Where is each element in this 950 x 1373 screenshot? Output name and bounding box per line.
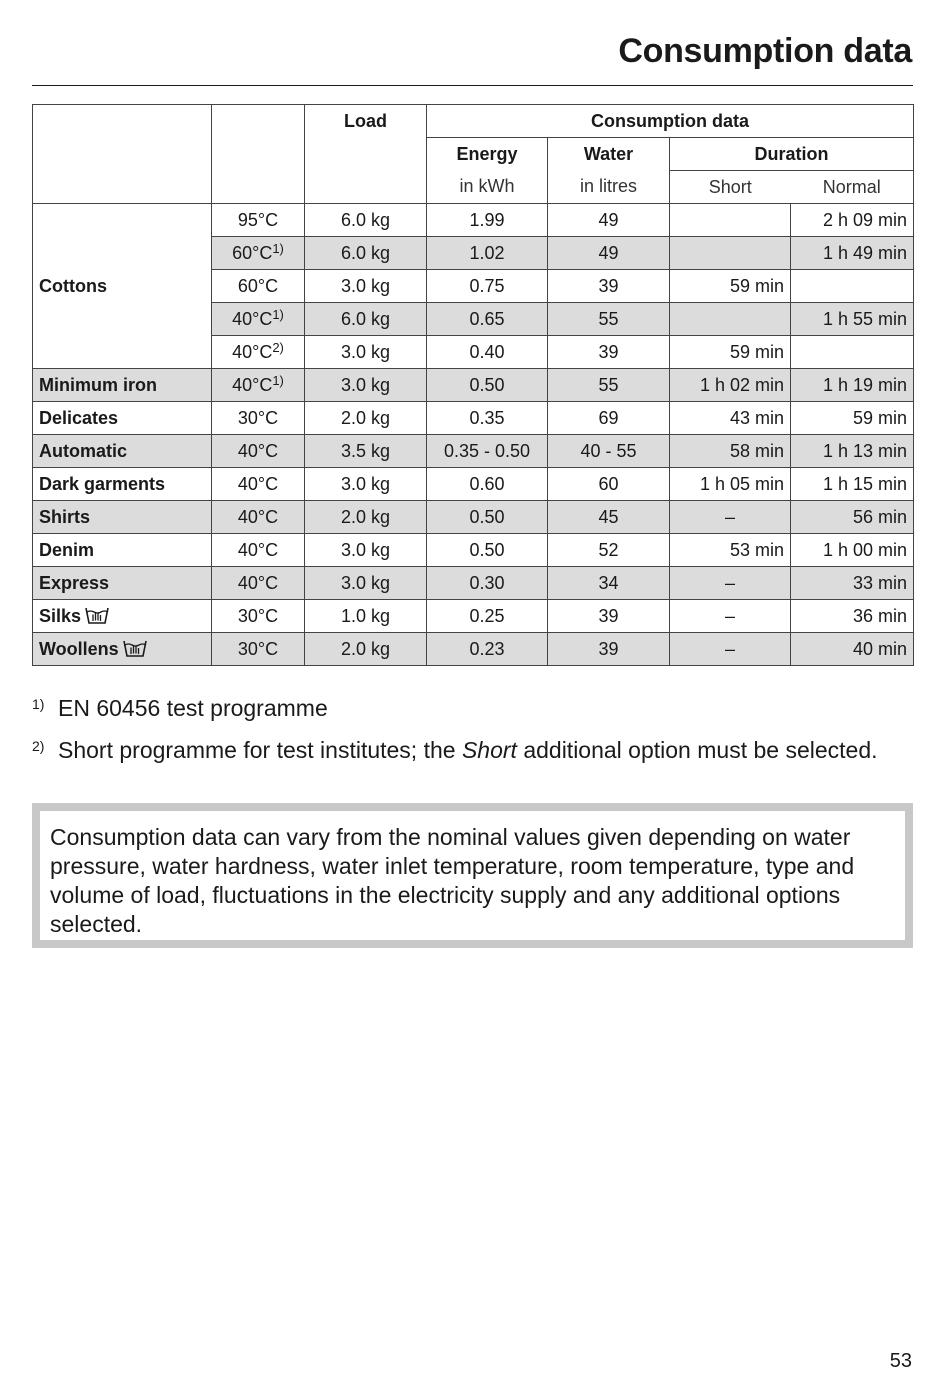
normal-duration-cell: 1 h 00 min — [791, 534, 914, 567]
page-title: Consumption data — [618, 32, 912, 70]
normal-duration-cell: 36 min — [791, 600, 914, 633]
water-cell: 40 - 55 — [548, 435, 670, 468]
program-name — [33, 468, 212, 501]
load-cell: 3.0 kg — [305, 468, 427, 501]
program-name — [33, 402, 212, 435]
temperature-cell — [212, 402, 305, 435]
header-duration: Duration — [670, 138, 914, 171]
short-duration-cell — [670, 303, 791, 336]
energy-cell: 0.65 — [427, 303, 548, 336]
footnote-mark: 1) — [32, 696, 45, 712]
table-row — [33, 369, 914, 402]
program-label: Woollens — [39, 639, 119, 659]
energy-cell: 0.25 — [427, 600, 548, 633]
energy-cell: 0.60 — [427, 468, 548, 501]
program-name — [33, 567, 212, 600]
footnotes — [32, 694, 892, 778]
short-duration-cell — [670, 204, 791, 237]
temperature-cell — [212, 270, 305, 303]
normal-duration-cell: 2 h 09 min — [791, 204, 914, 237]
temperature-cell — [212, 567, 305, 600]
temperature-cell — [212, 501, 305, 534]
table-row — [33, 402, 914, 435]
program-name — [33, 204, 212, 369]
short-duration-cell: 59 min — [670, 270, 791, 303]
normal-duration-cell: 1 h 55 min — [791, 303, 914, 336]
normal-duration-cell — [791, 270, 914, 303]
program-label: Silks — [39, 606, 82, 626]
consumption-table — [32, 104, 914, 666]
program-name — [33, 435, 212, 468]
short-duration-cell: 59 min — [670, 336, 791, 369]
water-cell: 55 — [548, 303, 670, 336]
temperature-value: 40°C — [237, 572, 279, 593]
energy-cell: 0.50 — [427, 534, 548, 567]
temperature-value: 95°C — [237, 209, 279, 230]
load-cell: 3.0 kg — [305, 270, 427, 303]
load-cell: 1.0 kg — [305, 600, 427, 633]
header-normal: Normal — [791, 171, 914, 204]
normal-duration-cell — [791, 336, 914, 369]
short-duration-cell — [670, 237, 791, 270]
short-duration-cell: 1 h 05 min — [670, 468, 791, 501]
energy-cell: 0.50 — [427, 369, 548, 402]
program-name — [33, 633, 212, 666]
temperature-cell — [212, 468, 305, 501]
load-cell: 2.0 kg — [305, 633, 427, 666]
normal-duration-cell: 1 h 19 min — [791, 369, 914, 402]
header-energy: Energy — [427, 138, 548, 171]
water-cell: 49 — [548, 204, 670, 237]
footnote-ref: 1) — [272, 372, 284, 388]
header-empty-temperature — [212, 105, 305, 204]
temperature-cell — [212, 336, 305, 369]
program-label: Dark garments — [39, 473, 166, 494]
program-label: Denim — [39, 539, 95, 560]
temperature-cell — [212, 534, 305, 567]
normal-duration-cell: 1 h 15 min — [791, 468, 914, 501]
temperature-value: 30°C — [237, 638, 279, 659]
program-label: Express — [39, 572, 110, 593]
footnote-ref: 1) — [272, 240, 284, 256]
footnote-emphasis: Short — [461, 737, 517, 763]
temperature-value: 60°C — [237, 275, 279, 296]
temperature-value: 40°C — [232, 374, 273, 395]
water-cell: 49 — [548, 237, 670, 270]
footnote — [32, 694, 892, 723]
energy-cell: 1.99 — [427, 204, 548, 237]
header-short: Short — [670, 171, 791, 204]
short-duration-cell: – — [670, 501, 791, 534]
normal-duration-cell: 33 min — [791, 567, 914, 600]
header-water-unit: in litres — [548, 171, 670, 204]
footnote — [32, 736, 892, 765]
header-water: Water — [548, 138, 670, 171]
water-cell: 39 — [548, 633, 670, 666]
temperature-cell — [212, 435, 305, 468]
page-number: 53 — [889, 1350, 912, 1372]
header-empty-program — [33, 105, 212, 204]
load-cell: 2.0 kg — [305, 402, 427, 435]
normal-duration-cell: 56 min — [791, 501, 914, 534]
note-box — [32, 803, 913, 948]
water-cell: 39 — [548, 270, 670, 303]
energy-cell: 0.23 — [427, 633, 548, 666]
normal-duration-cell: 59 min — [791, 402, 914, 435]
water-cell: 55 — [548, 369, 670, 402]
energy-cell: 0.75 — [427, 270, 548, 303]
footnote-mark: 2) — [32, 738, 45, 754]
water-cell: 69 — [548, 402, 670, 435]
temperature-value: 30°C — [237, 605, 279, 626]
short-duration-cell: – — [670, 633, 791, 666]
table-row — [33, 501, 914, 534]
temperature-value: 40°C — [237, 539, 279, 560]
footnote-text: EN 60456 test programme — [58, 695, 328, 721]
load-cell: 2.0 kg — [305, 501, 427, 534]
program-name — [33, 369, 212, 402]
short-duration-cell: 58 min — [670, 435, 791, 468]
temperature-cell — [212, 237, 305, 270]
short-duration-cell: – — [670, 600, 791, 633]
footnote-ref: 1) — [272, 306, 284, 322]
header-consumption: Consumption data — [427, 105, 914, 138]
load-cell: 3.0 kg — [305, 336, 427, 369]
footnote-ref: 2) — [272, 339, 284, 355]
short-duration-cell: 53 min — [670, 534, 791, 567]
header-row-1 — [33, 105, 914, 138]
table-row — [33, 600, 914, 633]
load-cell: 6.0 kg — [305, 204, 427, 237]
load-cell: 3.0 kg — [305, 534, 427, 567]
program-label: Minimum iron — [39, 374, 157, 395]
temperature-value: 40°C — [237, 473, 279, 494]
note-text: Consumption data can vary from the nominal values given depending on water pressure, water hardness, water inlet temperature, room temperature, type and volume of load, fluctuations in the electricity supply and any additional options selected. — [50, 824, 855, 937]
hand-wash-icon — [122, 638, 148, 658]
title-divider — [32, 85, 913, 86]
header-load: Load — [305, 105, 427, 138]
water-cell: 45 — [548, 501, 670, 534]
program-label: Automatic — [39, 440, 128, 461]
short-duration-cell: – — [670, 567, 791, 600]
energy-cell: 0.35 — [427, 402, 548, 435]
program-name — [33, 501, 212, 534]
temperature-value: 40°C — [232, 341, 273, 362]
header-energy-unit: in kWh — [427, 171, 548, 204]
energy-cell: 0.35 - 0.50 — [427, 435, 548, 468]
water-cell: 39 — [548, 336, 670, 369]
temperature-value: 40°C — [232, 308, 273, 329]
footnote-text-end: additional option must be selected. — [516, 737, 878, 763]
energy-cell: 1.02 — [427, 237, 548, 270]
table-row — [33, 468, 914, 501]
temperature-cell — [212, 600, 305, 633]
water-cell: 60 — [548, 468, 670, 501]
table-row — [33, 204, 914, 237]
program-label: Cottons — [39, 275, 107, 296]
energy-cell: 0.40 — [427, 336, 548, 369]
program-name — [33, 534, 212, 567]
energy-cell: 0.30 — [427, 567, 548, 600]
program-label: Delicates — [39, 407, 119, 428]
header-load-spacer — [305, 138, 427, 204]
water-cell: 34 — [548, 567, 670, 600]
load-cell: 3.5 kg — [305, 435, 427, 468]
short-duration-cell: 1 h 02 min — [670, 369, 791, 402]
temperature-value: 40°C — [237, 440, 279, 461]
short-duration-cell: 43 min — [670, 402, 791, 435]
table-row — [33, 534, 914, 567]
footnote-text: Short programme for test institutes; the — [58, 737, 462, 763]
table-row — [33, 435, 914, 468]
normal-duration-cell: 1 h 49 min — [791, 237, 914, 270]
water-cell: 52 — [548, 534, 670, 567]
energy-cell: 0.50 — [427, 501, 548, 534]
temperature-cell — [212, 303, 305, 336]
hand-wash-icon — [84, 605, 110, 625]
load-cell: 6.0 kg — [305, 303, 427, 336]
water-cell: 39 — [548, 600, 670, 633]
normal-duration-cell: 40 min — [791, 633, 914, 666]
temperature-value: 40°C — [237, 506, 279, 527]
temperature-value: 60°C — [232, 242, 273, 263]
table-row — [33, 567, 914, 600]
load-cell: 3.0 kg — [305, 567, 427, 600]
temperature-cell — [212, 633, 305, 666]
load-cell: 3.0 kg — [305, 369, 427, 402]
normal-duration-cell: 1 h 13 min — [791, 435, 914, 468]
temperature-cell — [212, 369, 305, 402]
table-row — [33, 633, 914, 666]
program-label: Shirts — [39, 506, 91, 527]
temperature-cell — [212, 204, 305, 237]
program-name — [33, 600, 212, 633]
load-cell: 6.0 kg — [305, 237, 427, 270]
temperature-value: 30°C — [237, 407, 279, 428]
